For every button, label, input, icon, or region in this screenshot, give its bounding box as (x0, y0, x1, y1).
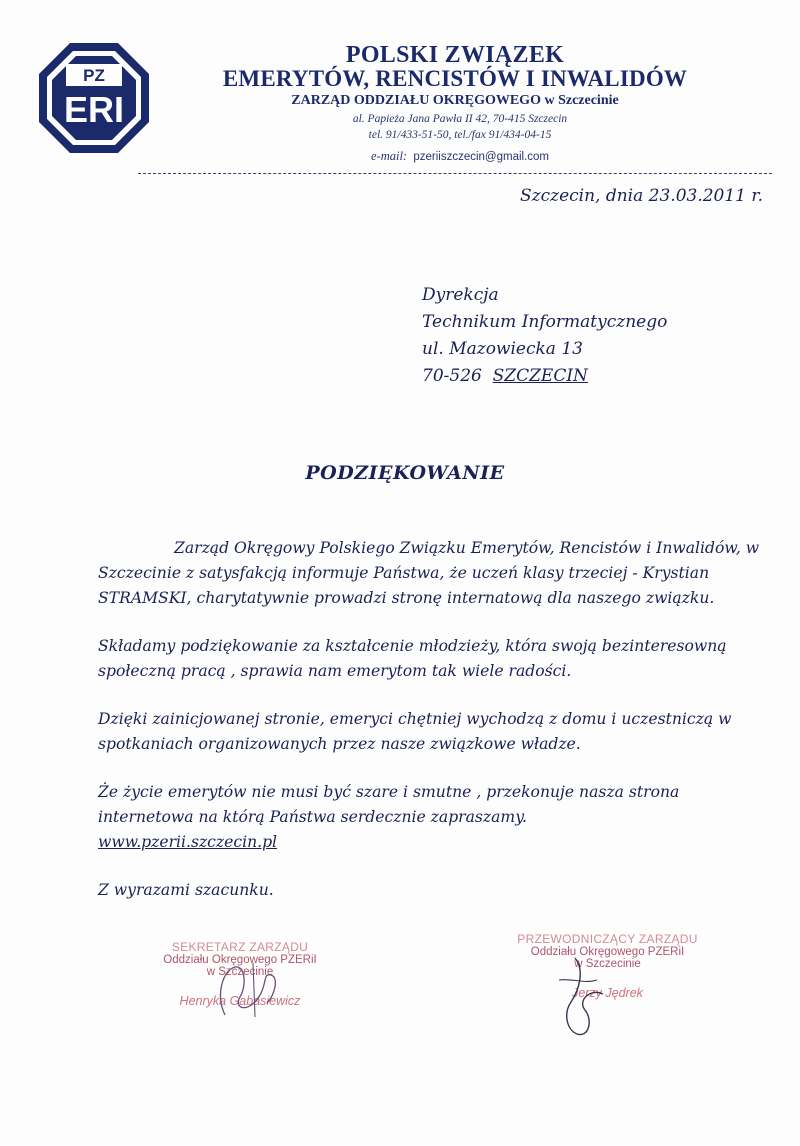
addressee-postal: 70-526 (422, 366, 482, 386)
letterhead-phone: tel. 91/433-51-50, tel./fax 91/434-04-15 (368, 129, 552, 141)
logo-top-text: PZ (83, 66, 105, 85)
body-paragraph-3: Dzięki zainicjowanej stronie, emeryci chętniej wychodzą z domu i uczestniczą w spotkaniach organizowanych przez nasze związkowe władze. (98, 710, 732, 753)
secretary-stamp-line-1: Oddziału Okręgowego PZERiI (163, 954, 317, 966)
chairman-stamp-line-2: w Szczecinie (574, 958, 641, 970)
chairman-stamp-line-1: Oddziału Okręgowego PZERiI (530, 946, 685, 958)
addressee-line-2: Technikum Informatycznego (422, 312, 668, 332)
addressee-line-3: ul. Mazowiecka 13 (422, 339, 583, 359)
letter-date: Szczecin, dnia 23.03.2011 r. (520, 186, 764, 206)
body-paragraph-1: Zarząd Okręgowy Polskiego Związku Emerytów, Rencistów i Inwalidów, w Szczecinie z satysfakcją informuje Państwa, że uczeń klasy trzeciej - Krystian STRAMSKI, charytatywnie prowadzi stronę internatową dla naszego związku. (98, 539, 760, 607)
email-address[interactable]: pzeriiszczecin@gmail.com (413, 151, 549, 163)
body-paragraph-2: Składamy podziękowanie za kształcenie młodzieży, która swoją bezinteresowną społeczną pracą , sprawia nam emerytom tak wiele radości. (98, 637, 727, 680)
secretary-stamp-title: SEKRETARZ ZARZĄDU (171, 940, 309, 954)
body-paragraph-4: Że życie emerytów nie musi być szare i smutne , przekonuje nasza strona internetowa na którą Państwa serdecznie zapraszamy. (98, 783, 680, 826)
chairman-signature (545, 950, 625, 1040)
addressee-block (422, 282, 667, 390)
secretary-stamp-line-2: w Szczecinie (206, 966, 274, 978)
chairman-stamp-title: PRZEWODNICZĄCY ZARZĄDU (517, 932, 698, 946)
pzerii-logo (36, 40, 152, 156)
letterhead-email-row (300, 149, 620, 164)
letterhead-line-3: ZARZĄD ODDZIAŁU OKRĘGOWEGO w Szczecinie (291, 93, 619, 108)
letterhead-line-2: EMERYTÓW, RENCISTÓW I INWALIDÓW (222, 66, 688, 91)
addressee-city: SZCZECIN (492, 366, 588, 386)
addressee-line-1: Dyrekcja (422, 285, 499, 305)
website-link[interactable]: www.pzerii.szczecin.pl (98, 833, 278, 851)
email-label: e-mail: (370, 149, 408, 163)
secretary-stamp-name: Henryka Gabasiewicz (179, 994, 301, 1008)
letterhead-divider (138, 173, 772, 174)
letterhead-address: al. Papieża Jana Pawła II 42, 70-415 Szczecin (352, 113, 568, 125)
letter-title: PODZIĘKOWANIE (305, 462, 505, 484)
secretary-signature (205, 955, 295, 1025)
letter-body (98, 536, 778, 855)
logo-bottom-text: ERI (63, 89, 125, 130)
chairman-stamp-name: Jerzy Jędrek (572, 986, 643, 1000)
addressee-city-line (422, 363, 667, 390)
letter-closing: Z wyrazami szacunku. (98, 881, 274, 899)
letterhead-line-1: POLSKI ZWIĄZEK (345, 42, 565, 68)
